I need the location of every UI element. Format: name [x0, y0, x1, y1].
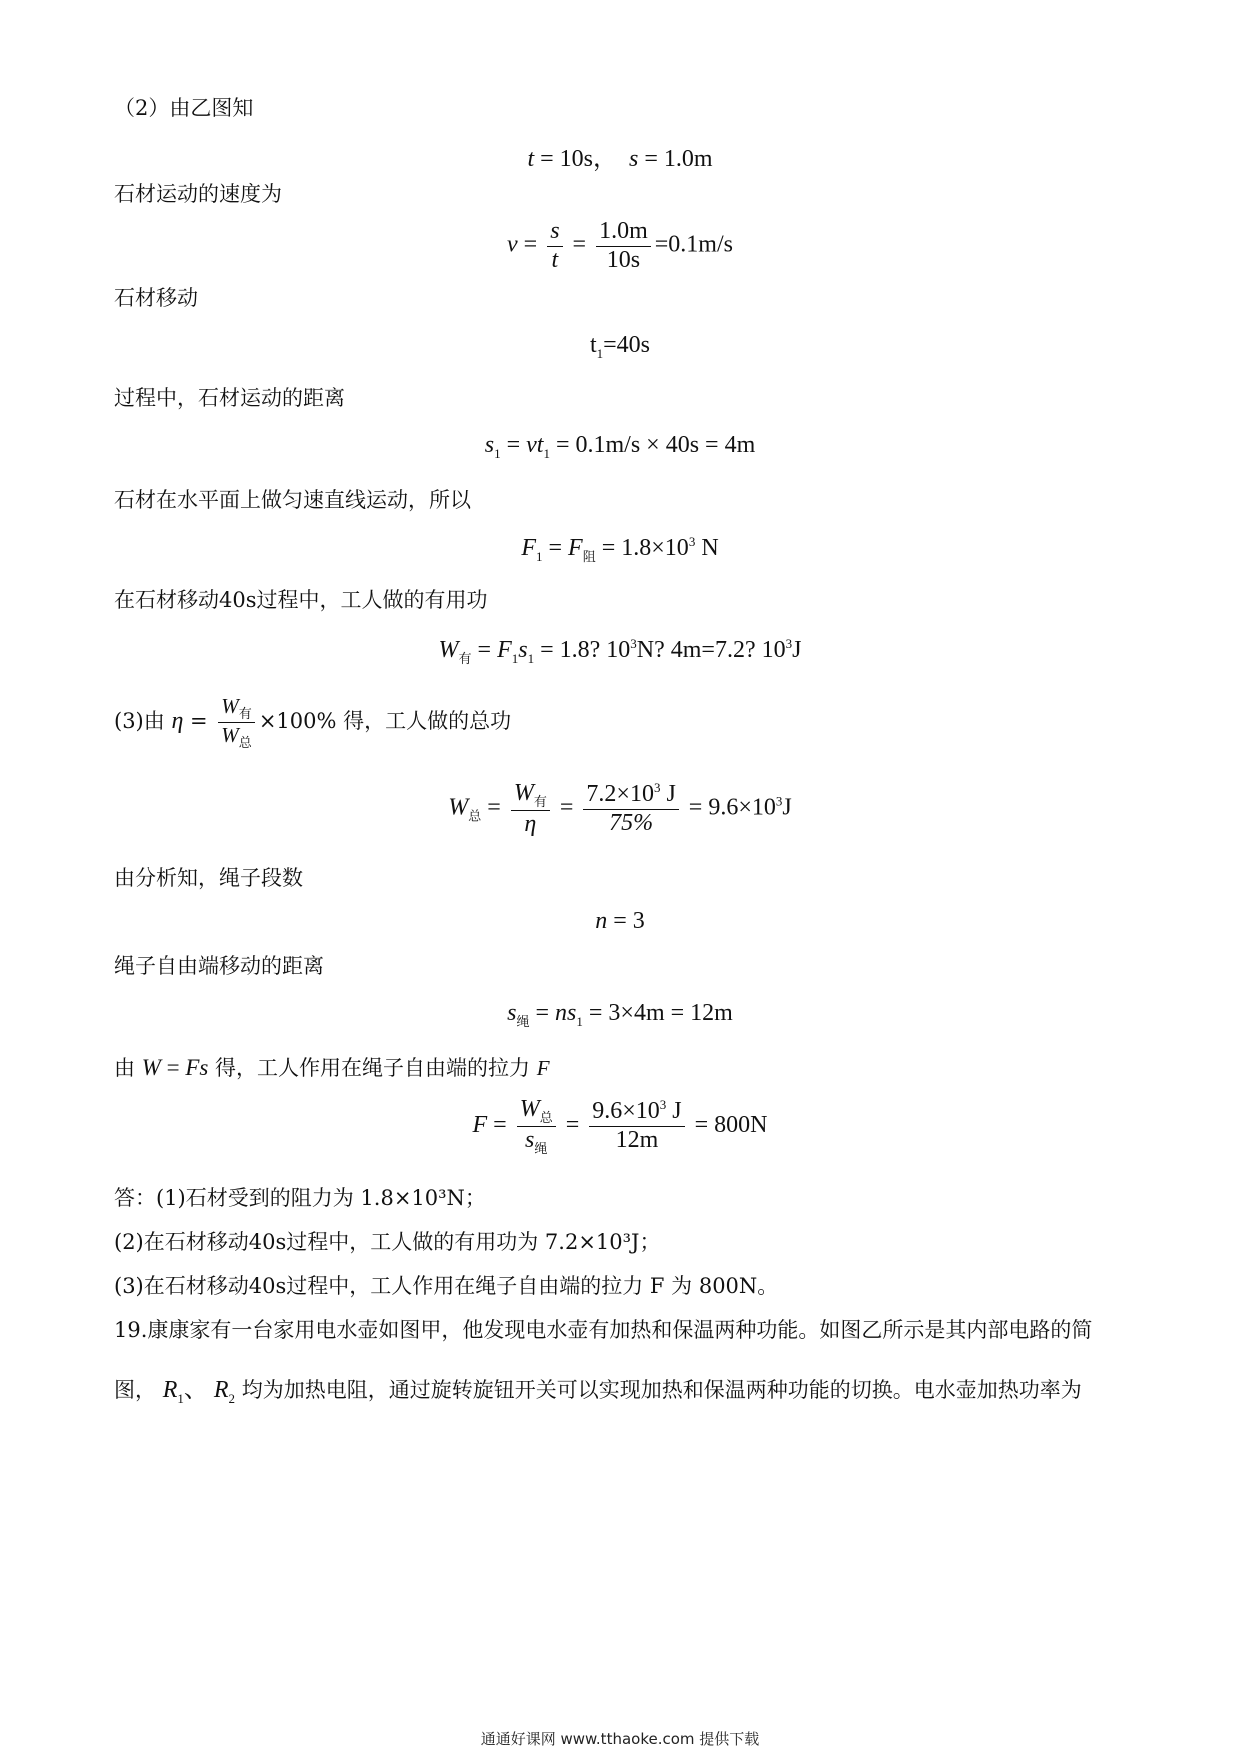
- rope-segments-label: 由分析知，绳子段数: [114, 866, 303, 890]
- formula-force: F = $\frac{W_总}{s_绳}$ = $\frac{9.6\times 10^3 J}{12m}$ = 800N: [472, 1096, 768, 1156]
- answer-3: (3)在石材移动40s过程中，工人作用在绳子自由端的拉力 F 为 800N。: [114, 1274, 779, 1298]
- formula-useful-work: $W_有 = F_1s_1 = 1.8$? $10^3N$? 4m=7.2? $10^3J$: [438, 636, 802, 666]
- formula-speed: v = $\frac{s}{t}$ = $\frac{1.0m}{10s}$ =0.1m/s: [507, 218, 733, 273]
- pull-prefix: 由: [114, 1056, 135, 1080]
- answer-2: (2)在石材移动40s过程中，工人做的有用功为 7.2×10³J；: [114, 1230, 661, 1254]
- uniform-motion-label: 石材在水平面上做匀速直线运动，所以: [114, 488, 471, 512]
- efficiency-line: (3)由 η = $\frac{W_有}{W_总}$ ×100% 得，工人做的总功: [114, 694, 512, 751]
- question-19-line-1: 19.康康家有一台家用电水壶如图甲，他发现电水壶有加热和保温两种功能。如图乙所示是其内部电路的简: [114, 1318, 1093, 1342]
- formula-time-distance: t = 10s， s = 1.0m: [527, 146, 713, 172]
- speed-label: 石材运动的速度为: [114, 182, 282, 206]
- q19-prefix: 图，: [114, 1378, 156, 1402]
- answer-1: 答：(1)石材受到的阻力为 1.8×10³N；: [114, 1186, 486, 1210]
- pull-force-label: 由 W = Fs 得，工人作用在绳子自由端的拉力 F: [114, 1055, 550, 1080]
- formula-total-work: $W_总$ = $\frac{W_有}{\eta}$ = $\frac{7.2\times 10^3 J}{75\%}$ = $9.6\times 10^3J$: [448, 780, 792, 837]
- useful-work-label: 在石材移动40s过程中，工人做的有用功: [114, 588, 488, 612]
- rope-distance-label: 绳子自由端移动的距离: [114, 954, 324, 978]
- q19-suffix: 均为加热电阻，通过旋转旋钮开关可以实现加热和保温两种功能的切换。电水壶加热功率为: [241, 1378, 1082, 1402]
- move-label: 石材移动: [114, 286, 198, 310]
- distance-label: 过程中，石材运动的距离: [114, 386, 345, 410]
- formula-s1: $s_1 = vt_1 = 0.1m/s \times 40s = 4m$: [484, 432, 756, 461]
- question-19-line-2: 图， $R_1$、 $R_2$ 均为加热电阻，通过旋转旋钮开关可以实现加热和保温两种功能的切换。电水壶加热功率为: [114, 1377, 1082, 1406]
- efficiency-prefix: (3)由: [114, 709, 165, 734]
- step-2-heading: （2）由乙图知: [114, 96, 254, 120]
- efficiency-suffix: 得，工人做的总功: [343, 709, 512, 734]
- formula-n: n = 3: [595, 908, 645, 934]
- pull-suffix: 得，工人作用在绳子自由端的拉力: [215, 1056, 531, 1080]
- page-footer: 通通好课网 www.tthaoke.com 提供下载: [480, 1730, 760, 1748]
- formula-f1: $F_1 = F_阻 = 1.8\times 10^3$ N: [521, 534, 719, 564]
- formula-rope-distance: $s_绳 = ns_1 = 3\times 4m = 12m$: [507, 1000, 733, 1029]
- formula-t1: $t_1=40s$: [589, 332, 651, 361]
